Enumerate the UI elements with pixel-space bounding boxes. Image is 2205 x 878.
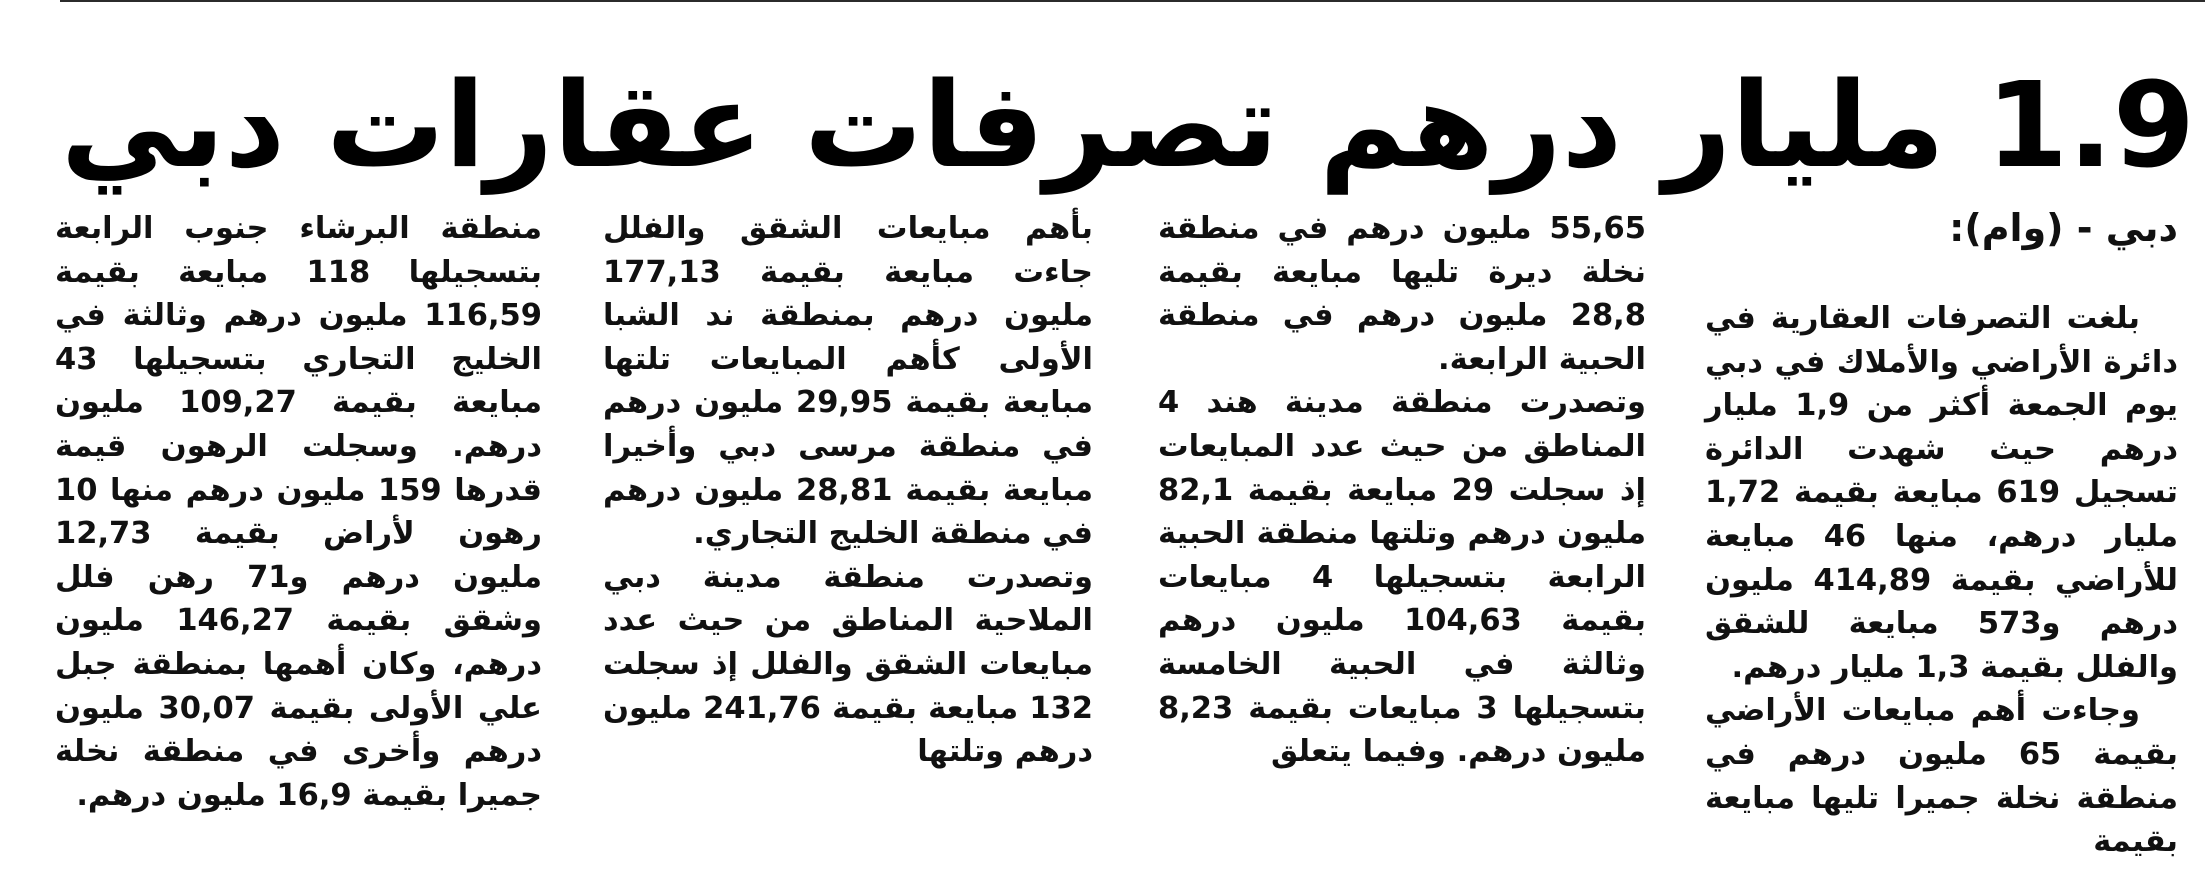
article-column-2 [1158,207,1646,774]
paragraph-col1-1: بلغت التصرفات العقارية في دائرة الأراضي والأملاك في دبي يوم الجمعة أكثر من 1,9 مليار درهم حيث شهدت الدائرة تسجيل 619 مبايعة بقيمة 1,72 مليار درهم، منها 46 مبايعة للأراضي بقيمة 414,89 مليون درهم و573 مبايعة للشقق والفلل بقيمة 1,3 مليار درهم. [1705,301,2178,685]
paragraph-col3-1: بأهم مبايعات الشقق والفلل جاءت مبايعة بقيمة 177,13 مليون درهم بمنطقة ند الشبا الأولى كأهم المبايعات تلتها مبايعة بقيمة 29,95 مليون درهم في منطقة مرسى دبي وأخيرا مبايعة بقيمة 28,81 مليون درهم في منطقة الخليج التجاري. [603,211,1093,552]
article-column-1 [1705,203,2178,864]
article-column-4 [55,207,542,817]
paragraph-col2-2: وتصدرت منطقة مدينة هند 4 المناطق من حيث عدد المبايعات إذ سجلت 29 مبايعة بقيمة 82,1 مليون درهم وتلتها منطقة الحبية الرابعة بتسجيلها 4 مبايعات بقيمة 104,63 مليون درهم وثالثة في الحبية الخامسة بتسجيلها 3 مبايعات بقيمة 8,23 مليون درهم. وفيما يتعلق [1158,385,1647,770]
article-column-3 [603,207,1093,774]
article-headline: 1.9 مليار درهم تصرفات عقارات دبي [60,56,2195,194]
paragraph-col4-1: منطقة البرشاء جنوب الرابعة بتسجيلها 118 مبايعة بقيمة 116,59 مليون درهم وثالثة في الخليج التجاري بتسجيلها 43 مبايعة بقيمة 109,27 مليون درهم. وسجلت الرهون قيمة قدرها 159 مليون درهم منها 10 رهون لأراض بقيمة 12,73 مليون درهم و71 رهن فلل وشقق بقيمة 146,27 مليون درهم، وكان أهمها بمنطقة جبل علي الأولى بقيمة 30,07 مليون درهم وأخرى في منطقة نخلة جميرا بقيمة 16,9 مليون درهم. [55,211,543,813]
article-dateline: دبي - (وام): [1949,206,2178,250]
top-rule [60,0,2205,2]
paragraph-col1-2: وجاءت أهم مبايعات الأراضي بقيمة 65 مليون درهم في منطقة نخلة جميرا تليها مبايعة بقيمة [1705,693,2178,860]
paragraph-col3-2: وتصدرت منطقة مدينة دبي الملاحية المناطق من حيث عدد مبايعات الشقق والفلل إذ سجلت 132 مبايعة بقيمة 241,76 مليون درهم وتلتها [603,559,1093,770]
paragraph-col2-1: 55,65 مليون درهم في منطقة نخلة ديرة تليها مبايعة بقيمة 28,8 مليون درهم في منطقة الحبية الرابعة. [1158,211,1646,377]
